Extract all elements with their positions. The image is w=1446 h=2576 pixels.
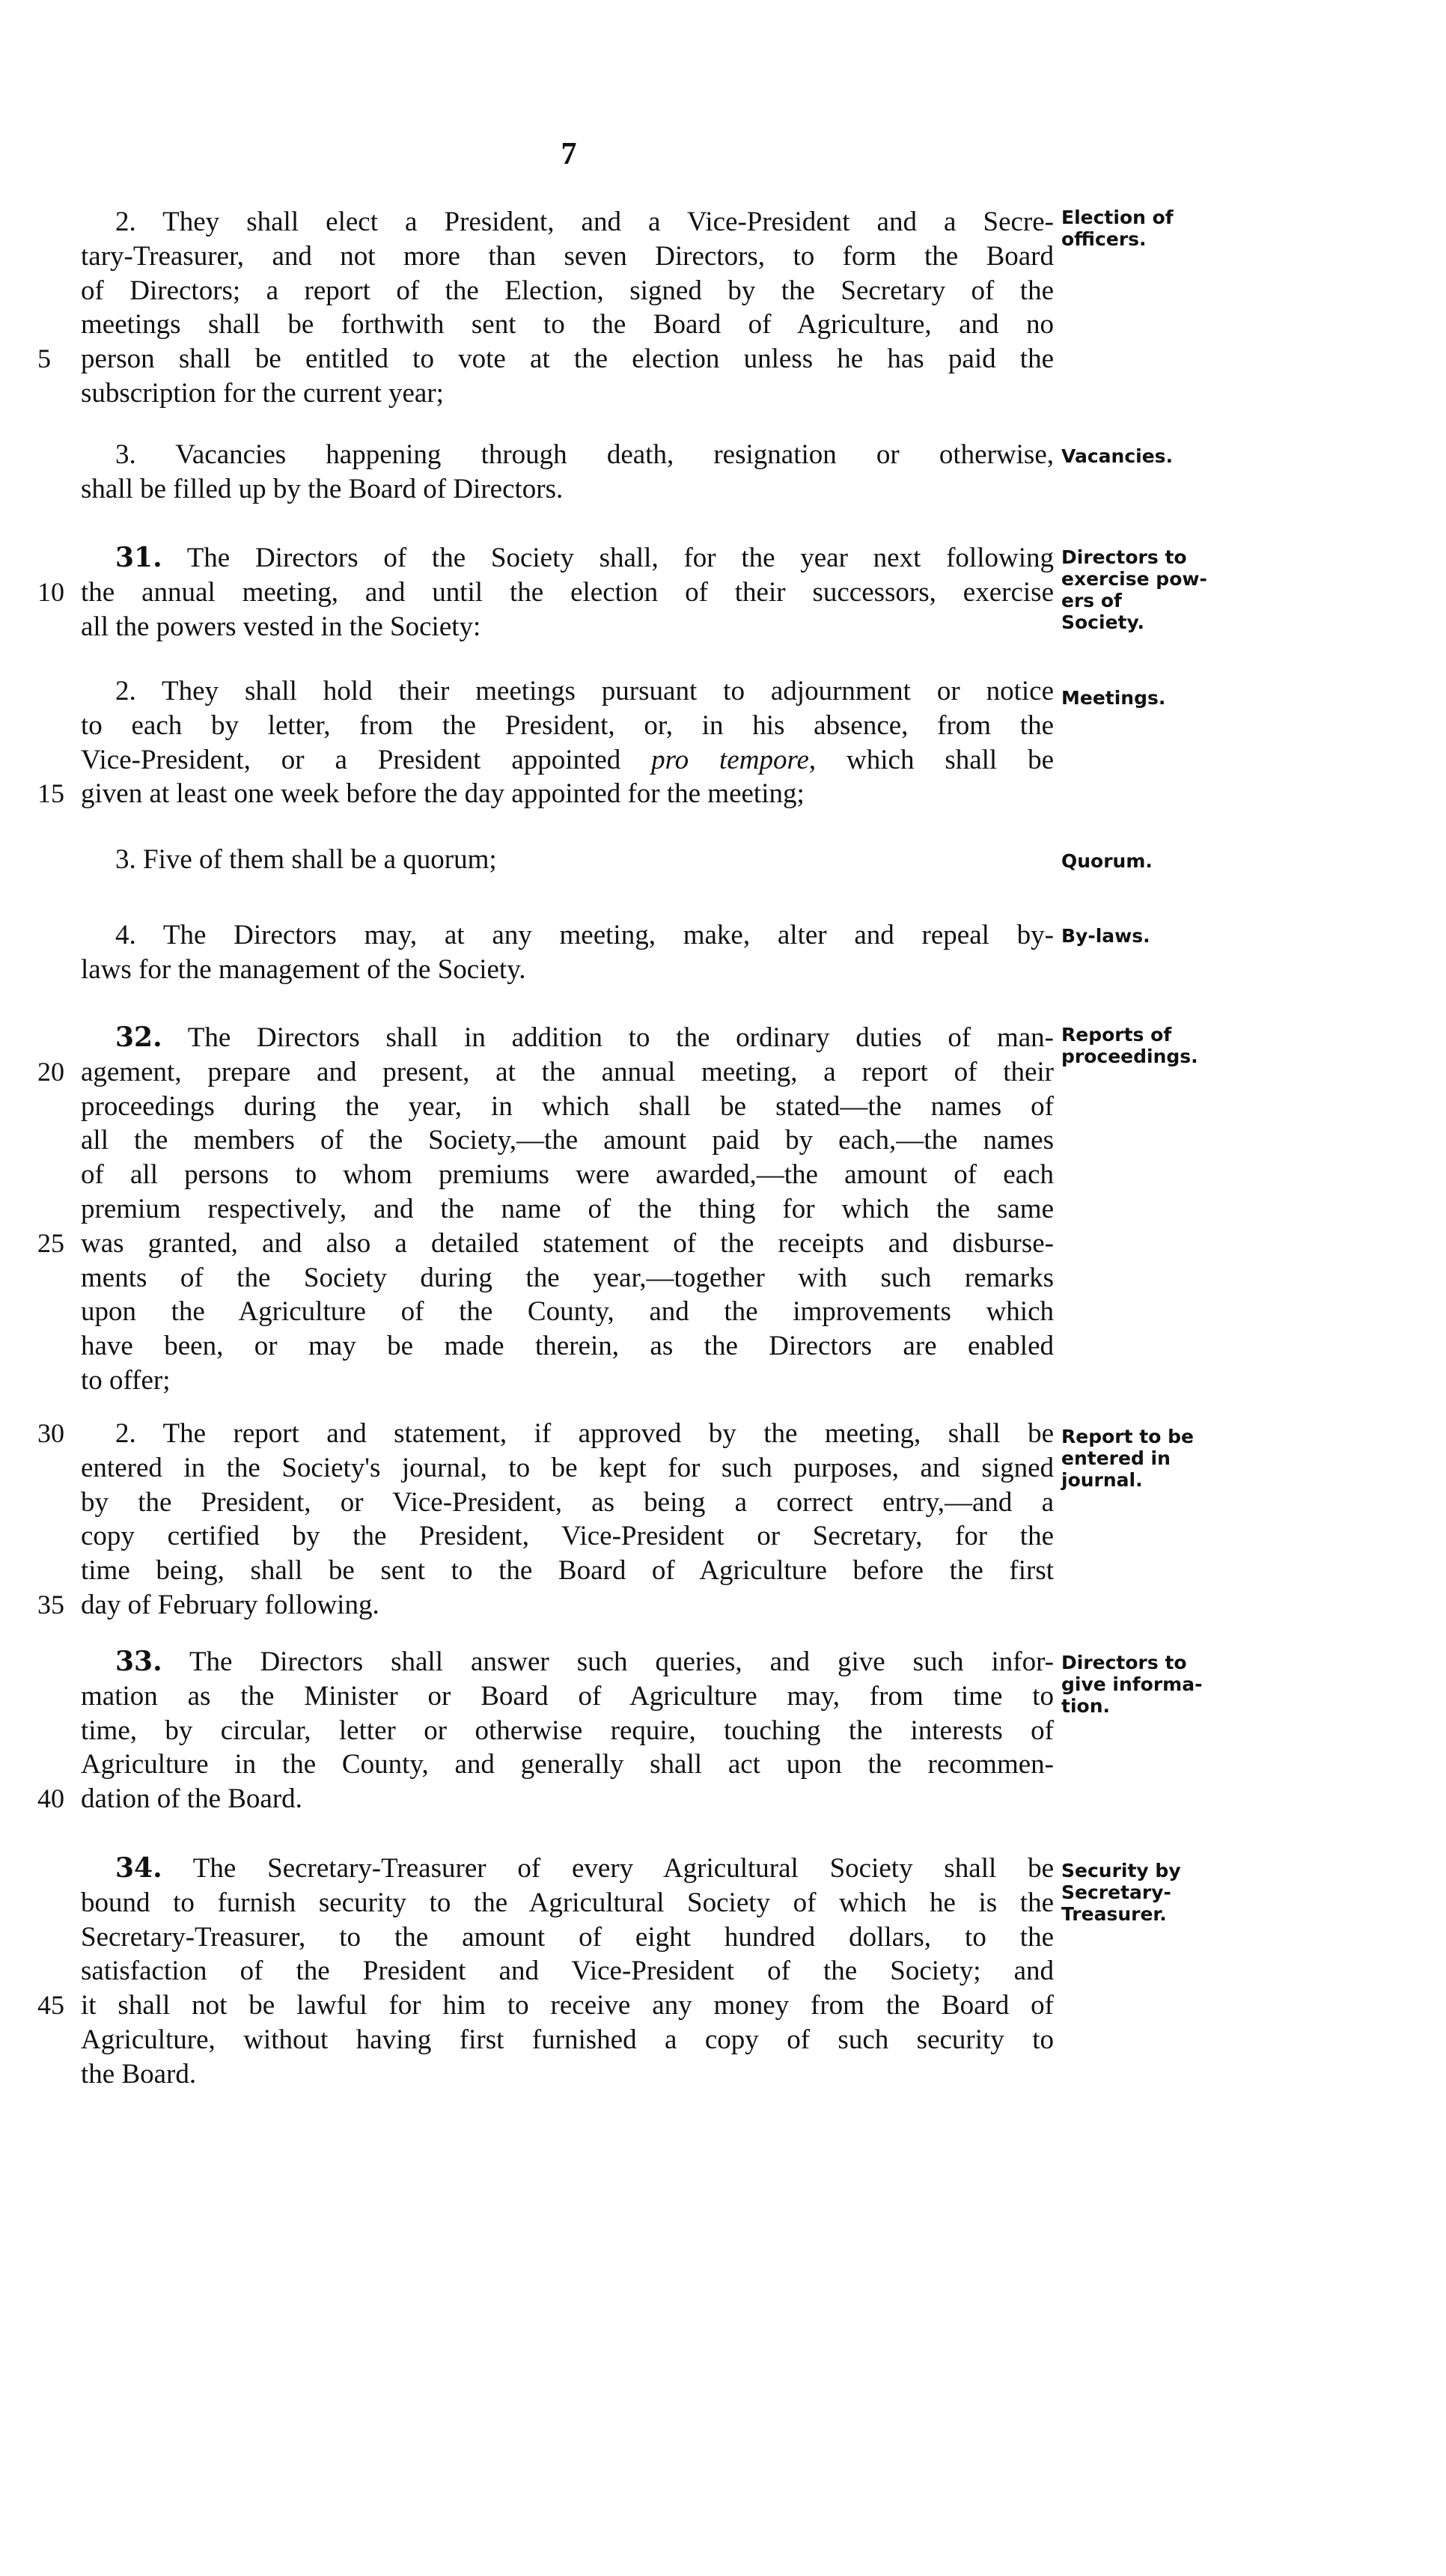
margin-note-line: By-laws. [1061, 925, 1150, 947]
margin-note-line: officers. [1061, 228, 1147, 250]
margin-note-report-journal [1061, 1426, 1211, 1491]
line-text: all the members of the Society,—the amount paid by each,—the names [81, 1125, 1054, 1156]
text-line [81, 1748, 1054, 1782]
margin-note-bylaws [1061, 925, 1211, 947]
margin-note-line: Reports of [1061, 1024, 1172, 1046]
line-text: Secretary-Treasurer, to the amount of eight hundred dollars, to the [81, 1921, 1054, 1953]
line-text: 3. Five of them shall be a quorum; [115, 844, 497, 875]
text-line [81, 610, 1054, 644]
line-text: 4. The Directors may, at any meeting, make, alter and repeal by- [115, 920, 1054, 950]
margin-note-line: Report to be [1061, 1426, 1194, 1447]
line-text: of all persons to whom premiums were awarded,—the amount of each [81, 1159, 1054, 1191]
margin-note-line: proceedings. [1061, 1046, 1198, 1067]
margin-note-line: Directors to [1061, 546, 1187, 568]
line-text: day of February following. [81, 1589, 379, 1620]
line-text: , which shall be [808, 744, 1055, 775]
text-line [81, 843, 1054, 877]
text-line [81, 205, 1054, 239]
text-line [37, 1588, 1054, 1623]
line-text: person shall be entitled to vote at the election unless he has paid the [81, 344, 1054, 375]
text-line [81, 308, 1054, 342]
margin-note-directors-powers [1061, 546, 1211, 633]
text-line [81, 1090, 1054, 1124]
line-text: proceedings during the year, in which shall be stated—the names of [81, 1090, 1054, 1122]
line-text: the Board. [81, 2058, 197, 2090]
line-text: tary-Treasurer, and not more than seven Directors, to form the Board [81, 240, 1054, 272]
text-line [37, 1055, 1054, 1090]
line-text: subscription for the current year; [81, 377, 444, 409]
margin-note-line: Vacancies. [1061, 445, 1174, 467]
line-text: have been, or may be made therein, as the Directors are enabled [81, 1331, 1054, 1362]
margin-note-meetings [1061, 687, 1211, 709]
line-text: The Directors shall answer such queries, and give such infor- [162, 1646, 1054, 1677]
line-number: 40 [37, 1783, 64, 1814]
line-text: meetings shall be forthwith sent to the Board of Agriculture, and no [81, 309, 1054, 341]
line-text: satisfaction of the President and Vice-President of the Society; and [81, 1956, 1054, 1987]
text-line [81, 1920, 1054, 1955]
margin-note-line: Treasurer. [1061, 1903, 1167, 1925]
margin-note-information [1061, 1652, 1211, 1717]
text-line [81, 1192, 1054, 1227]
text-line [81, 674, 1054, 709]
text-line [81, 709, 1054, 743]
margin-note-line: tion. [1061, 1695, 1110, 1717]
line-text: bound to furnish security to the Agricultural Society of which he is the [81, 1887, 1054, 1918]
paragraph-election [37, 205, 1054, 411]
paragraph-vacancies [81, 438, 1054, 507]
paragraph-section-31 [37, 541, 1054, 644]
line-text: of Directors; a report of the Election, signed by the Secretary of the [81, 275, 1054, 306]
line-text: 2. They shall hold their meetings pursuant to adjournment or notice [115, 676, 1054, 706]
text-line [81, 1486, 1054, 1520]
text-line [81, 376, 1054, 411]
text-line [81, 1329, 1054, 1364]
text-line [81, 2023, 1054, 2057]
italic-phrase: pro tempore [651, 744, 809, 775]
paragraph-section-33 [37, 1645, 1054, 1816]
text-line [81, 1021, 1054, 1055]
text-line [81, 274, 1054, 308]
text-line [81, 953, 1054, 987]
line-text: the annual meeting, and until the election of their successors, exercise [81, 576, 1054, 608]
line-text: agement, prepare and present, at the annual meeting, a report of their [81, 1056, 1054, 1087]
line-text: given at least one week before the day appointed for the meeting; [81, 778, 805, 810]
section-number: 31. [115, 542, 162, 573]
line-text: by the President, or Vice-President, as being a correct entry,—and a [81, 1486, 1054, 1518]
line-text: ments of the Society during the year,—together with such remarks [81, 1262, 1054, 1293]
paragraph-bylaws [81, 918, 1054, 987]
line-text: shall be filled up by the Board of Directors. [81, 473, 564, 504]
line-number: 35 [37, 1589, 64, 1620]
line-text: to offer; [81, 1364, 171, 1396]
text-line [81, 1554, 1054, 1588]
line-text: The Directors shall in addition to the ordinary duties of man- [162, 1022, 1054, 1053]
text-line [81, 1123, 1054, 1158]
text-line [81, 239, 1054, 274]
text-line [81, 1714, 1054, 1748]
text-line [37, 1227, 1054, 1261]
margin-note-election [1061, 207, 1211, 250]
line-text: 3. Vacancies happening through death, resignation or otherwise, [115, 439, 1054, 470]
line-text: 2. They shall elect a President, and a Vice-President and a Secre- [115, 207, 1054, 237]
margin-note-line: ers of [1061, 590, 1122, 611]
text-line [81, 472, 1054, 507]
line-text: all the powers vested in the Society: [81, 611, 481, 642]
text-line [81, 1954, 1054, 1989]
margin-note-line: entered in [1061, 1447, 1171, 1469]
text-line [81, 1451, 1054, 1486]
margin-note-line: exercise pow- [1061, 568, 1207, 590]
line-text: Vice-President, or a President appointed [81, 744, 652, 775]
margin-note-reports [1061, 1024, 1211, 1067]
text-line [37, 1417, 1054, 1451]
margin-note-line: Election of [1061, 207, 1174, 228]
line-text: copy certified by the President, Vice-President or Secretary, for the [81, 1521, 1054, 1552]
text-line [81, 743, 1054, 778]
margin-note-line: Society. [1061, 611, 1144, 633]
margin-note-line: Secretary- [1061, 1881, 1171, 1903]
paragraph-meetings [37, 674, 1055, 811]
text-line [81, 918, 1054, 953]
margin-note-line: Meetings. [1061, 687, 1166, 709]
text-line [37, 1989, 1054, 2023]
line-text: Agriculture, without having first furnished a copy of such security to [81, 2024, 1054, 2055]
text-line [81, 1519, 1054, 1554]
line-number: 5 [37, 344, 51, 374]
margin-note-line: Quorum. [1061, 850, 1153, 872]
section-number: 32. [115, 1022, 162, 1053]
line-text: The Directors of the Society shall, for the year next following [162, 543, 1054, 573]
text-line [81, 1158, 1054, 1192]
text-line [37, 777, 1054, 811]
line-text: Agriculture in the County, and generally shall act upon the recommen- [81, 1749, 1054, 1780]
line-number: 20 [37, 1056, 64, 1087]
line-number: 45 [37, 1990, 64, 2021]
text-line [37, 576, 1054, 610]
margin-note-security [1061, 1860, 1211, 1925]
line-number: 15 [37, 778, 64, 809]
text-line [81, 1886, 1054, 1920]
margin-note-line: Security by [1061, 1860, 1181, 1881]
line-number: 10 [37, 576, 64, 607]
line-text: mation as the Minister or Board of Agriculture may, from time to [81, 1680, 1054, 1712]
line-number: 30 [37, 1418, 64, 1448]
margin-note-line: give informa- [1061, 1673, 1203, 1695]
line-text: laws for the management of the Society. [81, 953, 526, 985]
paragraph-section-34 [37, 1852, 1054, 2092]
page-number: 7 [561, 137, 577, 171]
text-line [81, 2057, 1054, 2092]
margin-note-line: Directors to [1061, 1652, 1187, 1673]
line-text: The Secretary-Treasurer of every Agricultural Society shall be [162, 1853, 1054, 1884]
text-line [81, 541, 1054, 576]
paragraph-section-32 [37, 1021, 1054, 1398]
line-text: time being, shall be sent to the Board of Agriculture before the first [81, 1555, 1054, 1587]
text-line [81, 1364, 1054, 1398]
margin-note-vacancies [1061, 445, 1211, 467]
line-text: dation of the Board. [81, 1783, 302, 1815]
line-text: upon the Agriculture of the County, and the improvements which [81, 1296, 1054, 1328]
line-text: time, by circular, letter or otherwise require, touching the interests of [81, 1715, 1054, 1746]
text-line [37, 1782, 1054, 1816]
text-line [81, 1679, 1054, 1714]
margin-note-line: journal. [1061, 1469, 1143, 1491]
paragraph-report [37, 1417, 1054, 1623]
text-line [37, 342, 1054, 376]
line-text: was granted, and also a detailed statement of the receipts and disburse- [81, 1227, 1054, 1259]
section-number: 34. [115, 1852, 162, 1884]
margin-note-quorum [1061, 850, 1211, 872]
section-number: 33. [115, 1646, 162, 1677]
text-line [81, 1261, 1054, 1295]
text-line [81, 1645, 1054, 1679]
text-line [81, 1295, 1054, 1329]
text-line [81, 438, 1054, 472]
text-line [81, 1852, 1054, 1886]
paragraph-quorum [81, 843, 1054, 877]
line-text: premium respectively, and the name of the thing for which the same [81, 1193, 1054, 1224]
line-text: 2. The report and statement, if approved by the meeting, shall be [115, 1418, 1054, 1449]
line-text: to each by letter, from the President, or, in his absence, from the [81, 709, 1054, 741]
line-number: 25 [37, 1227, 64, 1258]
line-text: entered in the Society's journal, to be kept for such purposes, and signed [81, 1452, 1054, 1483]
line-text: it shall not be lawful for him to receive any money from the Board of [81, 1990, 1054, 2021]
